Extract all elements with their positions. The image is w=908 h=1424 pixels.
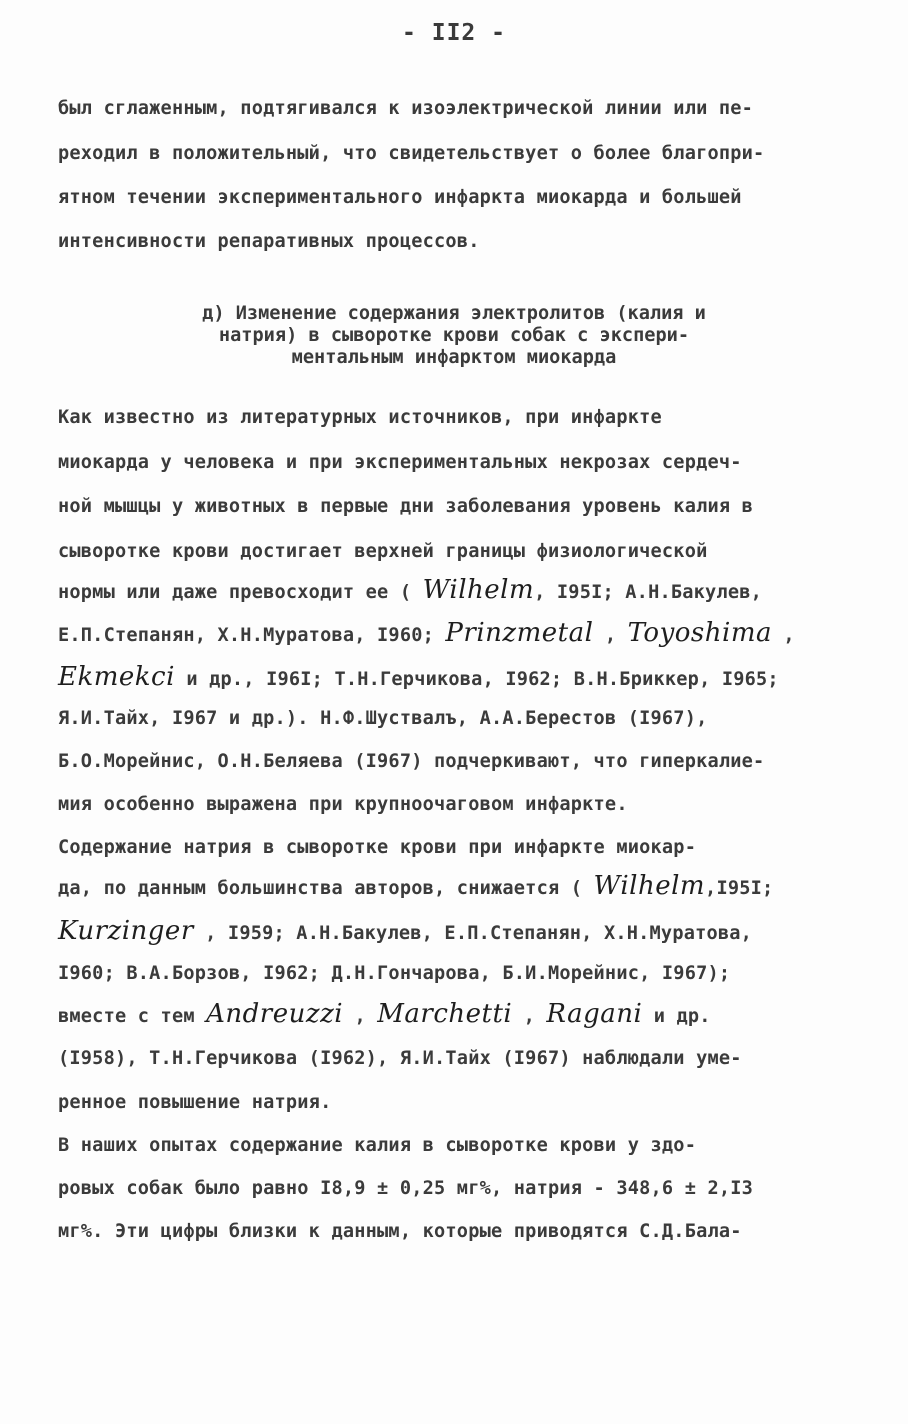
heading-line: ментальным инфарктом миокарда — [291, 347, 617, 368]
text-line: интенсивности репаративных процессов. — [58, 231, 480, 252]
text-run: , — [343, 1006, 378, 1027]
text-line: Как известно из литературных источников, при инфаркте — [58, 407, 662, 428]
text-line: I960; В.А.Борзов, I962; Д.Н.Гончарова, Б.И.Морейнис, I967); — [58, 963, 731, 984]
text-run: Е.П.Степанян, Х.Н.Муратова, I960; — [58, 625, 446, 646]
handwritten-name: Ekmekci — [58, 662, 175, 692]
text-line — [58, 1000, 711, 1031]
heading-line: натрия) в сыворотке крови собак с экспери- — [218, 325, 690, 346]
text-run: и др., I96I; Т.Н.Герчикова, I962; В.Н.Бриккер, I965; — [174, 669, 779, 690]
text-line — [58, 872, 773, 903]
text-line: ренное повышение натрия. — [58, 1092, 332, 1113]
heading-line: д) Изменение содержания электролитов (калия и — [202, 303, 706, 324]
text-line — [58, 576, 762, 607]
page-number: - II2 - — [402, 20, 506, 46]
text-line: Б.О.Морейнис, О.Н.Беляева (I967) подчеркивают, что гиперкалие- — [58, 751, 765, 772]
text-line: В наших опытах содержание калия в сыворотке крови у здо- — [58, 1135, 697, 1156]
handwritten-name: Wilhelm — [593, 871, 706, 901]
text-run: , — [772, 625, 795, 646]
text-line: сыворотке крови достигает верхней границы физиологической — [58, 541, 708, 562]
text-line: Содержание натрия в сыворотке крови при инфаркте миокар- — [58, 837, 697, 858]
text-run: ,I95I; — [705, 878, 774, 899]
handwritten-name: Kurzinger — [58, 916, 194, 946]
text-run: , I95I; А.Н.Бакулев, — [534, 582, 763, 603]
text-run: нормы или даже превосходит ее ( — [58, 582, 423, 603]
handwritten-name: Andreuzzi — [206, 999, 344, 1029]
text-line — [58, 619, 795, 650]
text-line: мг%. Эти цифры близки к данным, которые приводятся С.Д.Бала- — [58, 1221, 742, 1242]
text-line: реходил в положительный, что свидетельствует о более благопри- — [58, 143, 765, 164]
text-line: миокарда у человека и при экспериментальных некрозах сердеч- — [58, 452, 742, 473]
text-line: мия особенно выражена при крупноочаговом инфаркте. — [58, 794, 628, 815]
text-run: , — [593, 625, 628, 646]
text-line: ятном течении экспериментального инфаркта миокарда и большей — [58, 187, 742, 208]
text-line: Я.И.Тайх, I967 и др.). Н.Ф.Шуствалъ, А.А.Берестов (I967), — [58, 708, 708, 729]
text-line: был сглаженным, подтягивался к изоэлектрической линии или пе- — [58, 98, 754, 119]
text-run: , — [512, 1006, 547, 1027]
text-run: да, по данным большинства авторов, снижается ( — [58, 878, 594, 899]
text-run: , I959; А.Н.Бакулев, Е.П.Степанян, Х.Н.Муратова, — [193, 923, 753, 944]
text-run: вместе с тем — [58, 1006, 207, 1027]
handwritten-name: Marchetti — [377, 999, 513, 1029]
handwritten-name: Prinzmetal — [445, 618, 594, 648]
handwritten-name: Ragani — [546, 999, 643, 1029]
text-line: (I958), Т.Н.Герчикова (I962), Я.И.Тайх (I967) наблюдали уме- — [58, 1048, 742, 1069]
text-run: и др. — [642, 1006, 711, 1027]
handwritten-name: Toyoshima — [627, 618, 772, 648]
text-line — [58, 663, 779, 694]
handwritten-name: Wilhelm — [422, 575, 535, 605]
text-line: ровых собак было равно I8,9 ± 0,25 мг%, натрия - 348,6 ± 2,I3 — [58, 1178, 754, 1199]
text-line — [58, 917, 752, 948]
text-line: ной мышцы у животных в первые дни заболевания уровень калия в — [58, 496, 754, 517]
